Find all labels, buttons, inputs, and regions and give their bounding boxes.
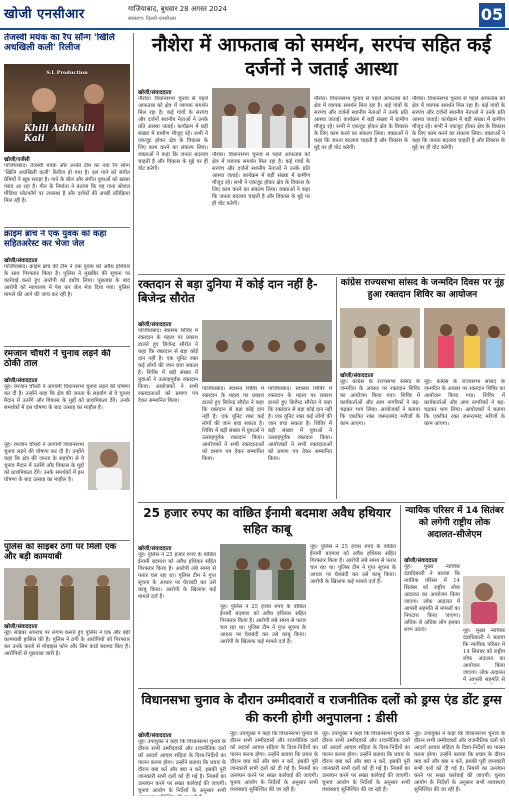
article-election-col2: नूंह। उपायुक्त ने कहा कि विधानसभा चुनाव के दौरान सभी उम्मीदवारों और राजनीतिक दलों को आदर्श आचार संहिता के दिशा-निर्देशों का पालन करना होगा। उन्होंने बताया कि प्रचार के दौरान क्या करें और क्या न करें, इसकी पूरी जानकारी सभी दलों को दी गई है। नियमों का उल्लंघन करने पर सख्त कार्रवाई की जाएगी। चुनाव आयोग के निर्देशों के अनुसार सभी व्यवस्थाएं सुनिश्चित की जा रही हैं। bbox=[230, 731, 318, 793]
camp-photo-2 bbox=[424, 308, 505, 368]
dateline: गाजियाबाद, बुधवार 28 अगस्त 2024 bbox=[128, 5, 227, 13]
article-lok-adalat-col1: नूंह। मुख्य न्यायिक दंडाधिकारी ने बताया कि न्यायिक परिसर में 14 सितंबर को राष्ट्रीय लोक अदालत का आयोजन किया जाएगा। लोक अदालत में आपसी सहमति से मामलों का निपटारा किया जाएगा। अधिक से अधिक लोग इसका लाभ उठाएं। bbox=[404, 564, 460, 633]
divider bbox=[138, 274, 505, 275]
blood-camp-photo bbox=[202, 320, 332, 382]
byline-congress: खोजी/संवाददाता bbox=[340, 373, 374, 379]
poster-credit: S.L Production bbox=[46, 70, 88, 76]
divider bbox=[4, 540, 130, 541]
ramjan-portrait bbox=[88, 442, 130, 490]
rally-photo bbox=[212, 88, 310, 148]
headline-wanted-criminal: 25 हजार रुपए का वांछित ईनामी बदमाश अवैध हथियार सहित काबू bbox=[143, 506, 391, 536]
masthead bbox=[0, 0, 509, 30]
person-portrait-icon bbox=[88, 442, 130, 490]
poster-title: Khili Adhkhili Kali bbox=[24, 124, 95, 144]
headline-blood-donation: रक्तदान से बड़ा दुनिया में कोई दान नहीं है- बिजेन्द्र सौरोत bbox=[138, 277, 318, 305]
page-number: 05 bbox=[479, 3, 505, 27]
camp-group-icon bbox=[340, 308, 420, 368]
headline-lok-adalat: न्यायिक परिसर में 14 सितंबर को लगेगी राष्ट्रीय लोक अदालत-सीजेएम bbox=[405, 506, 504, 540]
crowd-icon bbox=[212, 88, 310, 148]
article-wanted-col3: नूंह। पुलिस ने 25 हजार रुपए के वांछित ईनामी बदमाश को अवैध हथियार सहित गिरफ्तार किया है। आरोपी लंबे समय से फरार चल रहा था। पुलिस टीम ने गुप्त सूचना के आधार पर घेराबंदी कर उसे काबू किया। आरोपी के खिलाफ कई मामले दर्ज हैं। bbox=[310, 544, 396, 585]
edition-line: संस्करण: दिल्ली-एनसीआर bbox=[128, 16, 177, 22]
article-main-col1: नौशेरा। विधानसभा चुनाव से पहले आफताब को क्षेत्र में व्यापक समर्थन मिल रहा है। कई गांवों के सरपंच और दर्जनों स्थानीय नेताओं ने उनके प्रति आस्था जताई। कार्यक्रम में बड़ी संख्या में ग्रामीण मौजूद रहे। सभी ने एकजुट होकर क्षेत्र के विकास के लिए काम करने का संकल्प लिया। वक्ताओं ने कहा कि जनता बदलाव चाहती है और विकास के मुद्दे पर ही वोट करेगी। bbox=[138, 96, 208, 172]
arrest-photo bbox=[220, 544, 306, 600]
article-ramjan-body-continued: नूंह। रमजान चौधरी ने आगामी विधानसभा चुनाव लड़ने की घोषणा कर दी है। उन्होंने कहा कि क्षेत्र की जनता के सहयोग से वे चुनाव मैदान में उतरेंगे और विकास के मुद्दों को प्राथमिकता देंगे। उनके समर्थकों में इस घोषणा के बाद उत्साह का माहौल है। bbox=[4, 442, 84, 483]
headline-election-dc: विधानसभा चुनाव के दौरान उम्मीदवारों व राजनीतिक दलों को ड्रग्स एंड डोंट ड्रग्स की करनी होगी अनुपालना : डीसी bbox=[141, 692, 502, 725]
byline-police: खोजी/संवाददाता bbox=[4, 624, 38, 630]
column-divider bbox=[336, 277, 337, 499]
article-crime-body: गाजियाबाद। क्राइम ब्रांच की टीम ने एक युवक को अवैध हथियार के साथ गिरफ्तार किया है। पुलिस ने मुखबिर की सूचना पर कार्रवाई करते हुए आरोपी को दबोच लिया। पूछताछ के बाद आरोपी को न्यायालय में पेश कर जेल भेज दिया गया। पुलिस मामले की आगे की जांच कर रही है। bbox=[4, 264, 130, 298]
article-election-col3: नूंह। उपायुक्त ने कहा कि विधानसभा चुनाव के दौरान सभी उम्मीदवारों और राजनीतिक दलों को आदर्श आचार संहिता के दिशा-निर्देशों का पालन करना होगा। उन्होंने बताया कि प्रचार के दौरान क्या करें और क्या न करें, इसकी पूरी जानकारी सभी दलों को दी गई है। नियमों का उल्लंघन करने पर सख्त कार्रवाई की जाएगी। चुनाव आयोग के निर्देशों के अनुसार सभी व्यवस्थाएं सुनिश्चित की जा रही हैं। bbox=[322, 731, 410, 793]
camp-photo-1 bbox=[340, 308, 420, 368]
article-main-col3: नौशेरा। विधानसभा चुनाव से पहले आफताब को क्षेत्र में व्यापक समर्थन मिल रहा है। कई गांवों के सरपंच और दर्जनों स्थानीय नेताओं ने उनके प्रति आस्था जताई। कार्यक्रम में बड़ी संख्या में ग्रामीण मौजूद रहे। सभी ने एकजुट होकर क्षेत्र के विकास के लिए काम करने का संकल्प लिया। वक्ताओं ने कहा कि जनता बदलाव चाहती है और विकास के मुद्दे पर ही वोट करेगी। bbox=[314, 96, 408, 151]
byline-ramjan: खोजी/संवाददाता bbox=[4, 378, 38, 384]
headline-crime-arrest: क्राइम ब्रांच ने एक युवक को कहा सहितअरेस्ट कर भेजा जेल bbox=[4, 230, 107, 249]
headline-main-support: नौशेरा में आफताब को समर्थन, सरपंच सहित कई दर्जनों ने जताई आस्था bbox=[151, 34, 492, 80]
police-team-photo bbox=[4, 568, 130, 620]
divider bbox=[4, 346, 130, 347]
divider bbox=[4, 227, 130, 228]
police-arrest-icon bbox=[220, 544, 306, 600]
person-portrait-icon bbox=[463, 576, 505, 624]
column-divider bbox=[400, 505, 401, 685]
article-election-col4: नूंह। उपायुक्त ने कहा कि विधानसभा चुनाव के दौरान सभी उम्मीदवारों और राजनीतिक दलों को आदर्श आचार संहिता के दिशा-निर्देशों का पालन करना होगा। उन्होंने बताया कि प्रचार के दौरान क्या करें और क्या न करें, इसकी पूरी जानकारी सभी दलों को दी गई है। नियमों का उल्लंघन करने पर सख्त कार्रवाई की जाएगी। चुनाव आयोग के निर्देशों के अनुसार सभी व्यवस्थाएं सुनिश्चित की जा रही हैं। bbox=[414, 731, 505, 793]
byline-blood: खोजी/संवाददाता bbox=[138, 322, 172, 328]
article-wanted-col2: नूंह। पुलिस ने 25 हजार रुपए के वांछित ईनामी बदमाश को अवैध हथियार सहित गिरफ्तार किया है। आरोपी लंबे समय से फरार चल रहा था। पुलिस टीम ने गुप्त सूचना के आधार पर घेराबंदी कर उसे काबू किया। आरोपी के खिलाफ कई मामले दर्ज हैं। bbox=[220, 604, 306, 645]
article-blood-col2: गाजियाबाद। स्वास्थ्य शिविर में रक्तदान के महत्व पर प्रकाश डालते हुए बिजेन्द्र सौरोत ने कहा कि रक्तदान से बड़ा कोई दान नहीं है। एक यूनिट रक्त कई लोगों की जान बचा सकता है। शिविर में बड़ी संख्या में युवाओं ने उत्साहपूर्वक रक्तदान किया। आयोजकों ने सभी रक्तदाताओं को प्रमाण पत्र देकर सम्मानित किया। bbox=[202, 386, 264, 462]
column-divider bbox=[133, 33, 134, 796]
article-congress-col1: नूंह। कांग्रेस के राज्यसभा सांसद के जन्मदिन के अवसर पर रक्तदान शिविर का आयोजन किया गया। शिविर में कार्यकर्ताओं और आम नागरिकों ने बढ़-चढ़कर भाग लिया। आयोजकों ने बताया कि एकत्रित रक्त जरूरतमंद मरीजों के काम आएगा। bbox=[340, 379, 420, 427]
article-main-col2: नौशेरा। विधानसभा चुनाव से पहले आफताब को क्षेत्र में व्यापक समर्थन मिल रहा है। कई गांवों के सरपंच और दर्जनों स्थानीय नेताओं ने उनके प्रति आस्था जताई। कार्यक्रम में बड़ी संख्या में ग्रामीण मौजूद रहे। सभी ने एकजुट होकर क्षेत्र के विकास के लिए काम करने का संकल्प लिया। वक्ताओं ने कहा कि जनता बदलाव चाहती है और विकास के मुद्दे पर ही वोट करेगी। bbox=[212, 152, 310, 207]
headline-song-release: तेजस्वी मयंक का रैप सॉन्ग 'खिलि अधखिली कली' रिलीज bbox=[4, 33, 115, 54]
headline-police-fraud: पुलिस को साइबर ठगी पर मिली एक और बड़ी कामयाबी bbox=[4, 543, 117, 562]
byline-crime: खोजी/संवाददाता bbox=[4, 258, 38, 264]
article-lok-adalat-col2: नूंह। मुख्य न्यायिक दंडाधिकारी ने बताया कि न्यायिक परिसर में 14 सितंबर को राष्ट्रीय लोक अदालत का आयोजन किया जाएगा। लोक अदालत में आपसी सहमति से bbox=[463, 628, 505, 683]
article-blood-col1: गाजियाबाद। स्वास्थ्य शिविर में रक्तदान के महत्व पर प्रकाश डालते हुए बिजेन्द्र सौरोत ने कहा कि रक्तदान से बड़ा कोई दान नहीं है। एक यूनिट रक्त कई लोगों की जान बचा सकता है। शिविर में बड़ी संख्या में युवाओं ने उत्साहपूर्वक रक्तदान किया। आयोजकों ने सभी रक्तदाताओं को प्रमाण पत्र देकर सम्मानित किया। bbox=[138, 328, 198, 404]
byline-lok-adalat: खोजी/संवाददाता bbox=[404, 558, 438, 564]
divider bbox=[138, 502, 505, 503]
article-wanted-col1: नूंह। पुलिस ने 25 हजार रुपए के वांछित ईनामी बदमाश को अवैध हथियार सहित गिरफ्तार किया है। आरोपी लंबे समय से फरार चल रहा था। पुलिस टीम ने गुप्त सूचना के आधार पर घेराबंदी कर उसे काबू किया। आरोपी के खिलाफ कई मामले दर्ज हैं। bbox=[138, 552, 216, 600]
headline-congress-camp: कांग्रेस राज्यसभा सांसद के जन्मदिन दिवस पर नूंह हुआ रक्तदान शिविर का आयोजन bbox=[340, 278, 505, 300]
article-congress-col2: नूंह। कांग्रेस के राज्यसभा सांसद के जन्मदिन के अवसर पर रक्तदान शिविर का आयोजन किया गया। शिविर में कार्यकर्ताओं और आम नागरिकों ने बढ़-चढ़कर भाग लिया। आयोजकों ने बताया कि एकत्रित रक्त जरूरतमंद मरीजों के काम आएगा। bbox=[424, 379, 505, 427]
camp-group-icon bbox=[424, 308, 505, 368]
byline-election: खोजी/संवाददाता bbox=[138, 733, 172, 739]
divider bbox=[138, 688, 505, 689]
article-blood-col3: गाजियाबाद। स्वास्थ्य शिविर में रक्तदान के महत्व पर प्रकाश डालते हुए बिजेन्द्र सौरोत ने कहा कि रक्तदान से बड़ा कोई दान नहीं है। एक यूनिट रक्त कई लोगों की जान बचा सकता है। शिविर में बड़ी संख्या में युवाओं ने उत्साहपूर्वक रक्तदान किया। आयोजकों ने सभी रक्तदाताओं को प्रमाण पत्र देकर सम्मानित किया। bbox=[268, 386, 332, 462]
article-election-col1: नूंह। उपायुक्त ने कहा कि विधानसभा चुनाव के दौरान सभी उम्मीदवारों और राजनीतिक दलों को आदर्श आचार संहिता के दिशा-निर्देशों का पालन करना होगा। उन्होंने बताया कि प्रचार के दौरान क्या करें और क्या न करें, इसकी पूरी जानकारी सभी दलों को दी गई है। नियमों का उल्लंघन करने पर सख्त कार्रवाई की जाएगी। चुनाव आयोग के निर्देशों के अनुसार सभी bbox=[138, 739, 226, 794]
police-officers-icon bbox=[4, 568, 130, 620]
article-ramjan-body: नूंह। रमजान चौधरी ने आगामी विधानसभा चुनाव लड़ने की घोषणा कर दी है। उन्होंने कहा कि क्षेत्र की जनता के सहयोग से वे चुनाव मैदान में उतरेंगे और विकास के मुद्दों को प्राथमिकता देंगे। उनके समर्थकों में इस घोषणा के बाद उत्साह का माहौल है। bbox=[4, 384, 130, 411]
newspaper-logo: खोजी एनसीआर bbox=[4, 7, 85, 22]
article-main-col4: नौशेरा। विधानसभा चुनाव से पहले आफताब को क्षेत्र में व्यापक समर्थन मिल रहा है। कई गांवों के सरपंच और दर्जनों स्थानीय नेताओं ने उनके प्रति आस्था जताई। कार्यक्रम में बड़ी संख्या में ग्रामीण मौजूद रहे। सभी ने एकजुट होकर क्षेत्र के विकास के लिए काम करने का संकल्प लिया। वक्ताओं ने कहा कि जनता बदलाव चाहती है और विकास के मुद्दे पर ही वोट करेगी। bbox=[412, 96, 505, 151]
donors-icon bbox=[202, 320, 332, 382]
article-police-body: नूंह। साइबर अपराध पर लगाम कसते हुए पुलिस ने एक और बड़ी कामयाबी हासिल की है। पुलिस ने ठगी के आरोपियों को गिरफ्तार कर उनके कब्जे से मोबाइल फोन और सिम कार्ड बरामद किए हैं। आरोपियों से पूछताछ जारी है। bbox=[4, 630, 130, 657]
cjm-portrait bbox=[463, 576, 505, 624]
byline-wanted: खोजी/संवाददाता bbox=[138, 546, 172, 552]
article-song-body: गाजियाबाद। तेजस्वी मयंक और उनकी टीम का नया रैप सॉन्ग 'खिलि अधखिली कली' रिलीज हो गया है। इस गाने को संगीत प्रेमियों ने खूब सराहा है। गाने के बोल और संगीत युवाओं को खासा पसंद आ रहा है। गीत के निर्माता ने बताया कि यह गाना सोशल मीडिया प्लेटफॉर्म पर उपलब्ध है और दर्शकों की अच्छी प्रतिक्रिया मिल रही है। bbox=[4, 163, 130, 204]
headline-ramjan-chaudhary: रमजान चौधरी ने चुनाव लड़ने की ठोकी ताल bbox=[4, 349, 111, 370]
byline-song: खोजी/एजेंसी bbox=[4, 157, 30, 163]
song-poster-image bbox=[4, 64, 130, 152]
byline-main: खोजी/संवाददाता bbox=[138, 90, 172, 96]
